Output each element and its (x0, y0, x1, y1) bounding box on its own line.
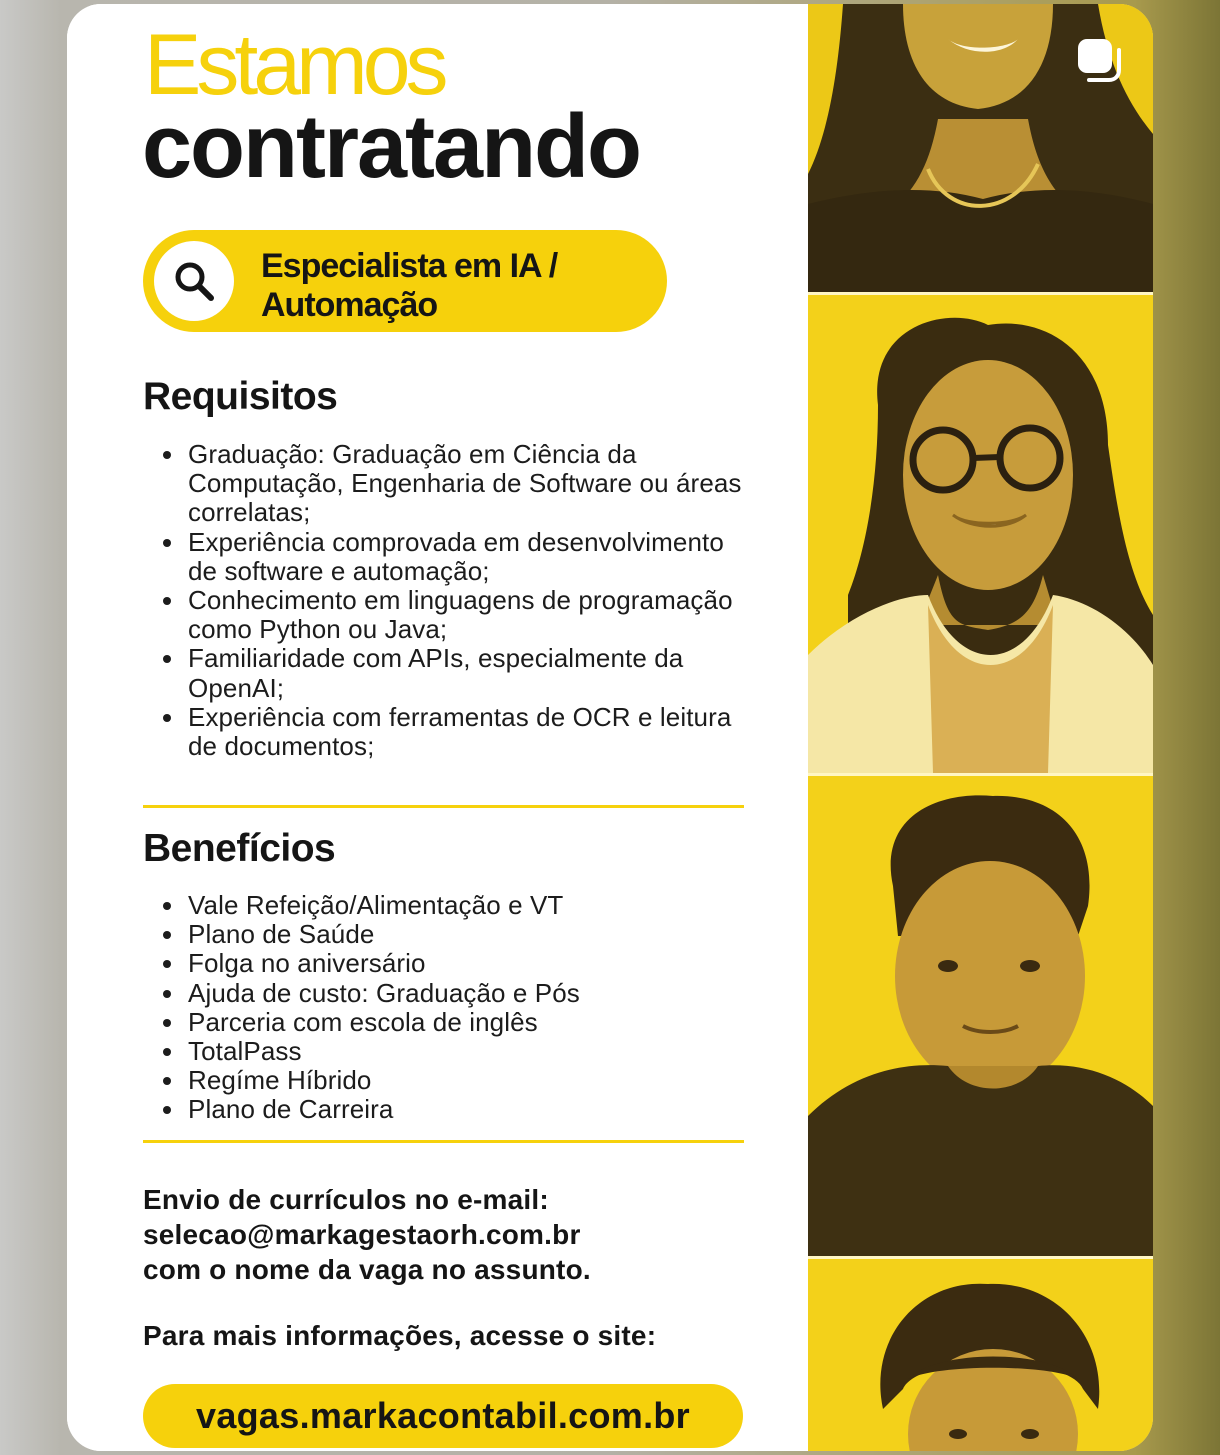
benefit-item: Ajuda de custo: Graduação e Pós (143, 979, 753, 1008)
benefit-item: Regíme Híbrido (143, 1066, 753, 1095)
benefit-item: TotalPass (143, 1037, 753, 1066)
job-info-panel (67, 4, 808, 1451)
benefits-heading: Benefícios (143, 827, 336, 870)
carousel-icon (1075, 36, 1123, 89)
team-photo-3 (808, 776, 1153, 1256)
benefits-list (143, 891, 753, 1125)
job-title (261, 247, 651, 325)
team-photos-column (808, 4, 1153, 1451)
job-title-pill (143, 230, 667, 332)
section-divider (143, 1140, 744, 1143)
search-icon (154, 241, 234, 321)
headline-contratando: contratando (142, 97, 641, 197)
contact-subject-note: com o nome da vaga no assunto. (143, 1254, 591, 1285)
headline-estamos: Estamos (144, 17, 444, 113)
benefit-item: Parceria com escola de inglês (143, 1008, 753, 1037)
job-title-line-1: Especialista em IA / (261, 247, 558, 285)
benefit-item: Vale Refeição/Alimentação e VT (143, 891, 753, 920)
contact-instruction: Envio de currículos no e-mail: (143, 1184, 549, 1215)
requirement-item: Experiência comprovada em desenvolvimento de software e automação; (143, 528, 753, 586)
benefit-item: Folga no aniversário (143, 949, 753, 978)
requirements-list (143, 440, 753, 761)
benefit-item: Plano de Carreira (143, 1095, 753, 1124)
job-title-line-2: Automação (261, 286, 438, 324)
benefit-item: Plano de Saúde (143, 920, 753, 949)
contact-info (143, 1182, 591, 1287)
team-photo-4 (808, 1259, 1153, 1451)
contact-email[interactable]: selecao@markagestaorh.com.br (143, 1219, 581, 1250)
website-link[interactable]: vagas.markacontabil.com.br (143, 1384, 743, 1448)
requirement-item: Conhecimento em linguagens de programação como Python ou Java; (143, 586, 753, 644)
team-photo-2 (808, 295, 1153, 773)
requirement-item: Experiência com ferramentas de OCR e leitura de documentos; (143, 703, 753, 761)
requirement-item: Familiaridade com APIs, especialmente da OpenAI; (143, 644, 753, 702)
job-post-card (67, 4, 1153, 1451)
requirement-item: Graduação: Graduação em Ciência da Computação, Engenharia de Software ou áreas correlatas; (143, 440, 753, 528)
section-divider (143, 805, 744, 808)
more-info-text: Para mais informações, acesse o site: (143, 1320, 657, 1351)
requirements-heading: Requisitos (143, 375, 338, 418)
